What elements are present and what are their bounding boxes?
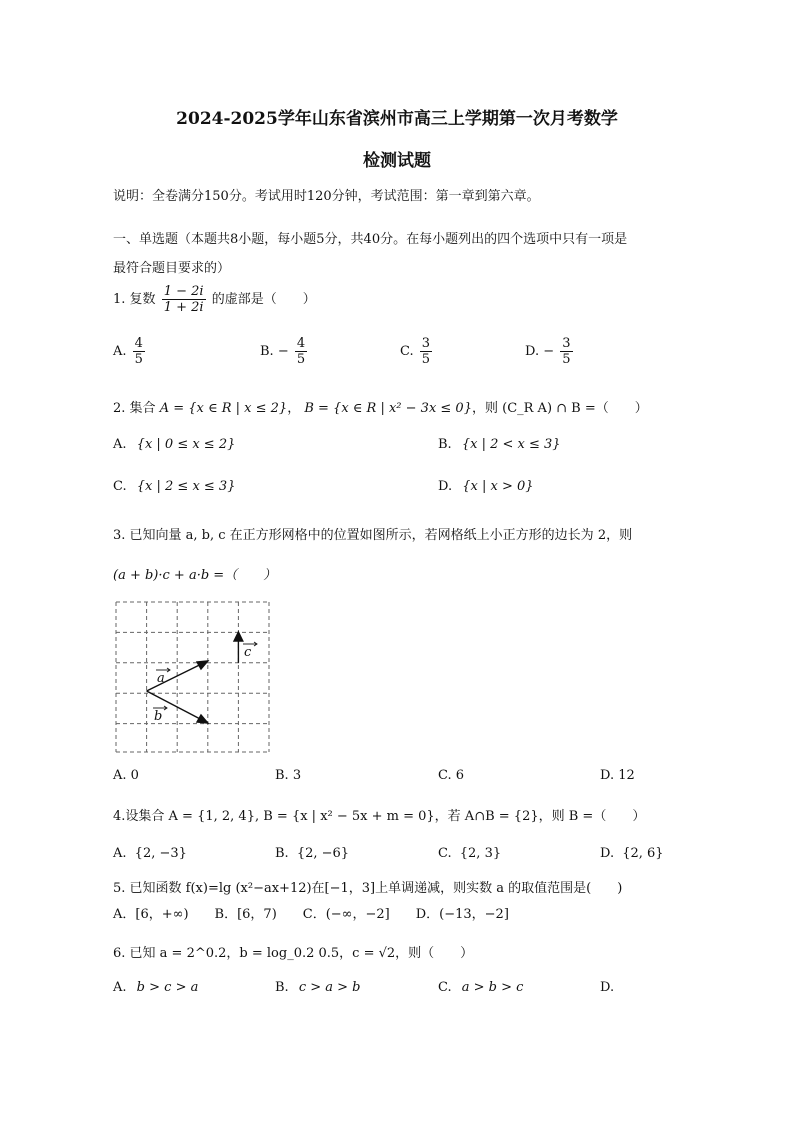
q1-denominator: 1 + 2i xyxy=(163,300,204,315)
q2-separator: ， xyxy=(287,401,301,416)
q6-option-c-label: C. xyxy=(438,980,452,995)
question-3-expression: (a + b)·c + a·b =（ ） xyxy=(113,568,277,583)
q1-option-a-frac xyxy=(133,336,145,367)
doc-title-line1: 2024-2025学年山东省滨州市高三上学期第一次月考数学 xyxy=(176,109,618,129)
q6-option-a[interactable] xyxy=(113,980,198,995)
q2-set-a: A = {x ∈ R | x ≤ 2} xyxy=(159,401,288,416)
q1-option-a-den: 5 xyxy=(134,352,143,367)
q4-option-a[interactable] xyxy=(113,846,187,861)
q2-option-d-text: {x | x > 0} xyxy=(462,479,534,494)
q1-option-b[interactable] xyxy=(260,336,309,367)
q1-option-d-num: 3 xyxy=(562,336,571,351)
q1-option-c-den: 5 xyxy=(421,352,431,367)
q6-option-b[interactable] xyxy=(275,980,361,995)
q1-option-c-num: 3 xyxy=(421,336,431,351)
q3-option-c[interactable] xyxy=(438,768,464,783)
q4-option-a-text: {2, −3} xyxy=(134,846,187,861)
q1-option-a-num: 4 xyxy=(134,336,143,351)
q3-option-d-text: 12 xyxy=(618,768,635,783)
vector-grid-figure xyxy=(112,598,274,756)
q1-option-d[interactable] xyxy=(525,336,575,367)
q1-prefix: 1. 复数 xyxy=(113,292,156,307)
q6-option-a-text: b > c > a xyxy=(136,980,199,995)
question-1 xyxy=(113,284,316,315)
q2-option-b[interactable] xyxy=(438,437,561,452)
q6-option-d[interactable] xyxy=(600,980,614,995)
q2-option-b-text: {x | 2 < x ≤ 3} xyxy=(461,437,561,452)
q5-options[interactable]: A．[6，+∞) B．[6，7) C．(−∞，−2] D．(−13，−2] xyxy=(113,907,509,922)
q3-option-b[interactable] xyxy=(275,768,301,783)
grid-lines xyxy=(116,602,269,752)
q4-option-c-label: C. xyxy=(438,846,452,861)
q1-option-d-sign: − xyxy=(543,344,555,359)
q3-option-a[interactable] xyxy=(113,768,139,783)
section-heading: 一、单选题（本题共8小题，每小题5分，共40分。在每小题列出的四个选项中只有一项是 xyxy=(113,232,628,247)
q3-option-c-label: C. xyxy=(438,768,452,783)
q2-set-b: B = {x ∈ R | x² − 3x ≤ 0} xyxy=(304,401,472,416)
question-5: 5. 已知函数 f(x)=lg (x²−ax+12)在[−1，3]上单调递减，则实数 a 的取值范围是( ) xyxy=(113,881,623,896)
q1-option-b-num: 4 xyxy=(296,336,306,351)
vector-c-label: c xyxy=(244,645,252,660)
vector-a-arrowhead xyxy=(197,661,208,669)
exam-note: 说明：全卷满分150分。考试用时120分钟，考试范围：第一章到第六章。 xyxy=(113,189,540,204)
q4-option-b-label: B. xyxy=(275,846,289,861)
section-heading-cont: 最符合题目要求的） xyxy=(113,261,231,276)
question-2 xyxy=(113,397,648,416)
doc-title-line2: 检测试题 xyxy=(363,151,431,171)
q1-option-d-label: D. xyxy=(525,344,540,359)
q1-option-b-den: 5 xyxy=(296,352,306,367)
q2-option-a-label: A. xyxy=(113,437,127,452)
q6-option-d-label: D. xyxy=(600,980,615,995)
q1-option-b-frac xyxy=(295,336,307,367)
q1-option-b-label: B. xyxy=(260,344,274,359)
q1-option-c-label: C. xyxy=(400,344,414,359)
q1-option-c-frac xyxy=(420,336,432,367)
q1-option-d-den: 5 xyxy=(562,352,571,367)
q6-option-a-label: A. xyxy=(113,980,127,995)
q2-option-c-label: C. xyxy=(113,479,127,494)
q6-option-b-label: B. xyxy=(275,980,289,995)
q4-option-d-text: {2, 6} xyxy=(622,846,664,861)
q3-option-b-label: B. xyxy=(275,768,289,783)
q4-option-b-text: {2, −6} xyxy=(296,846,350,861)
q1-option-a-label: A. xyxy=(113,344,127,359)
q2-option-c[interactable] xyxy=(113,479,235,494)
vector-b-label: b xyxy=(154,709,163,724)
q3-option-d[interactable] xyxy=(600,768,635,783)
q4-option-b[interactable] xyxy=(275,846,349,861)
q1-suffix: 的虚部是（ ） xyxy=(211,292,316,307)
question-3: 3. 已知向量 a, b, c 在正方形网格中的位置如图所示，若网格纸上小正方形的边长为 2，则 xyxy=(113,528,633,543)
q2-suffix: ，则 (C_R A) ∩ B =（ ） xyxy=(471,401,648,416)
q3-option-a-label: A. xyxy=(113,768,127,783)
q1-option-c[interactable] xyxy=(400,336,434,367)
q3-option-c-text: 6 xyxy=(455,768,465,783)
vector-a-line xyxy=(147,663,204,691)
q4-option-d-label: D. xyxy=(600,846,615,861)
q6-option-c[interactable] xyxy=(438,980,523,995)
q1-option-a[interactable] xyxy=(113,336,147,367)
q1-option-b-sign: − xyxy=(277,344,289,359)
q3-option-a-text: 0 xyxy=(130,768,139,783)
q4-option-a-label: A. xyxy=(113,846,127,861)
q2-option-a-text: {x | 0 ≤ x ≤ 2} xyxy=(136,437,236,452)
question-6: 6. 已知 a = 2^0.2，b = log_0.2 0.5，c = √2，则（ ） xyxy=(113,946,474,961)
q2-option-b-label: B. xyxy=(438,437,452,452)
q6-option-b-text: c > a > b xyxy=(298,980,361,995)
q4-option-c[interactable] xyxy=(438,846,501,861)
q4-option-c-text: {2, 3} xyxy=(459,846,502,861)
q2-option-d-label: D. xyxy=(438,479,453,494)
q2-option-d[interactable] xyxy=(438,479,534,494)
vector-c-arrowhead xyxy=(234,632,243,641)
q2-prefix: 2. 集合 xyxy=(113,401,156,416)
q6-option-c-text: a > b > c xyxy=(461,980,524,995)
q1-numerator: 1 − 2i xyxy=(163,284,204,299)
vector-a-label: a xyxy=(157,671,165,686)
question-4: 4.设集合 A = {1, 2, 4}, B = {x | x² − 5x + m = 0}，若 A∩B = {2}，则 B =（ ） xyxy=(113,809,646,824)
q1-fraction xyxy=(162,284,206,315)
q1-option-d-frac xyxy=(560,336,572,367)
q3-option-b-text: 3 xyxy=(292,768,302,783)
vector-b-arrowhead xyxy=(197,715,208,723)
q2-option-a[interactable] xyxy=(113,437,235,452)
q3-option-d-label: D. xyxy=(600,768,615,783)
q2-option-c-text: {x | 2 ≤ x ≤ 3} xyxy=(136,479,236,494)
q4-option-d[interactable] xyxy=(600,846,664,861)
